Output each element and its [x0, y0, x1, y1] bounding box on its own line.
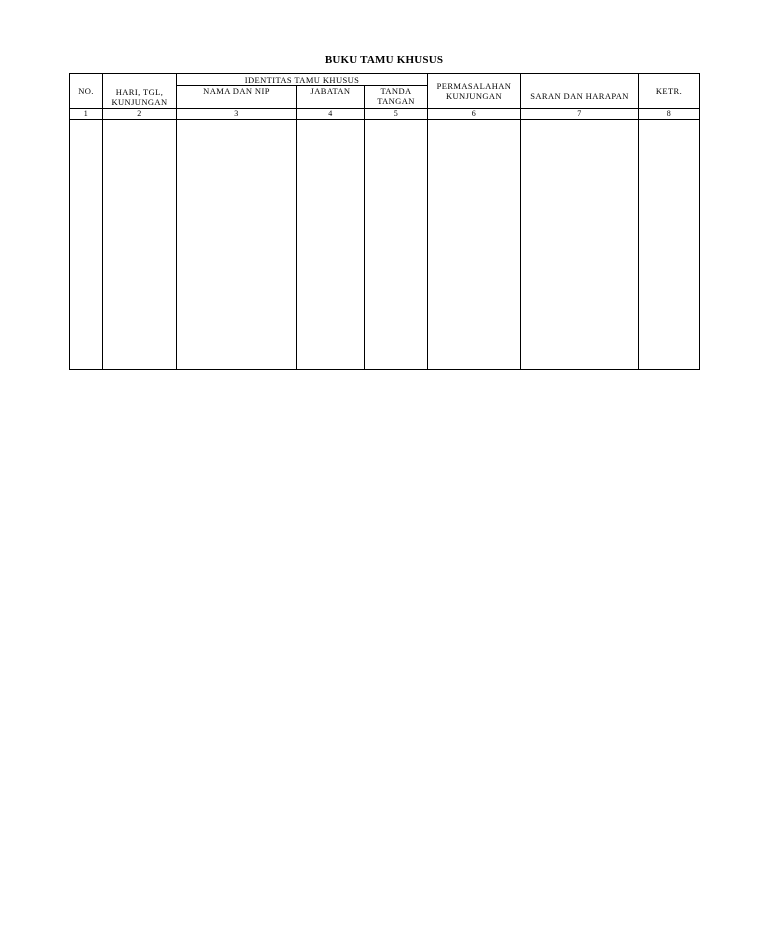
column-number-3: 3	[177, 109, 297, 120]
header-hari-tgl-kunjungan: HARI, TGL, KUNJUNGAN	[103, 74, 177, 109]
column-number-6: 6	[428, 109, 521, 120]
column-number-2: 2	[103, 109, 177, 120]
entry-cell-hari-tgl	[103, 120, 177, 370]
column-number-5: 5	[365, 109, 428, 120]
column-number-row	[70, 109, 700, 120]
header-permasalahan-kunjungan: PERMASALAHAN KUNJUNGAN	[428, 74, 521, 109]
header-row-1	[70, 74, 700, 86]
entry-cell-jabatan	[297, 120, 365, 370]
entry-area-row	[70, 120, 700, 370]
column-number-8: 8	[639, 109, 700, 120]
header-ketr: KETR.	[639, 74, 700, 109]
document-title: BUKU TAMU KHUSUS	[324, 54, 444, 66]
header-nama-dan-nip: NAMA DAN NIP	[177, 86, 297, 109]
entry-cell-no	[70, 120, 103, 370]
guest-book-table	[69, 73, 700, 370]
entry-cell-saran	[521, 120, 639, 370]
column-number-1: 1	[70, 109, 103, 120]
column-number-7: 7	[521, 109, 639, 120]
column-number-4: 4	[297, 109, 365, 120]
header-identitas-tamu-khusus: IDENTITAS TAMU KHUSUS	[177, 74, 428, 86]
header-no: NO.	[70, 74, 103, 109]
entry-cell-tanda-tangan	[365, 120, 428, 370]
entry-cell-nama-nip	[177, 120, 297, 370]
header-saran-dan-harapan: SARAN DAN HARAPAN	[521, 74, 639, 109]
header-jabatan: JABATAN	[297, 86, 365, 109]
entry-cell-permasalahan	[428, 120, 521, 370]
header-tanda-tangan: TANDA TANGAN	[365, 86, 428, 109]
entry-cell-ketr	[639, 120, 700, 370]
